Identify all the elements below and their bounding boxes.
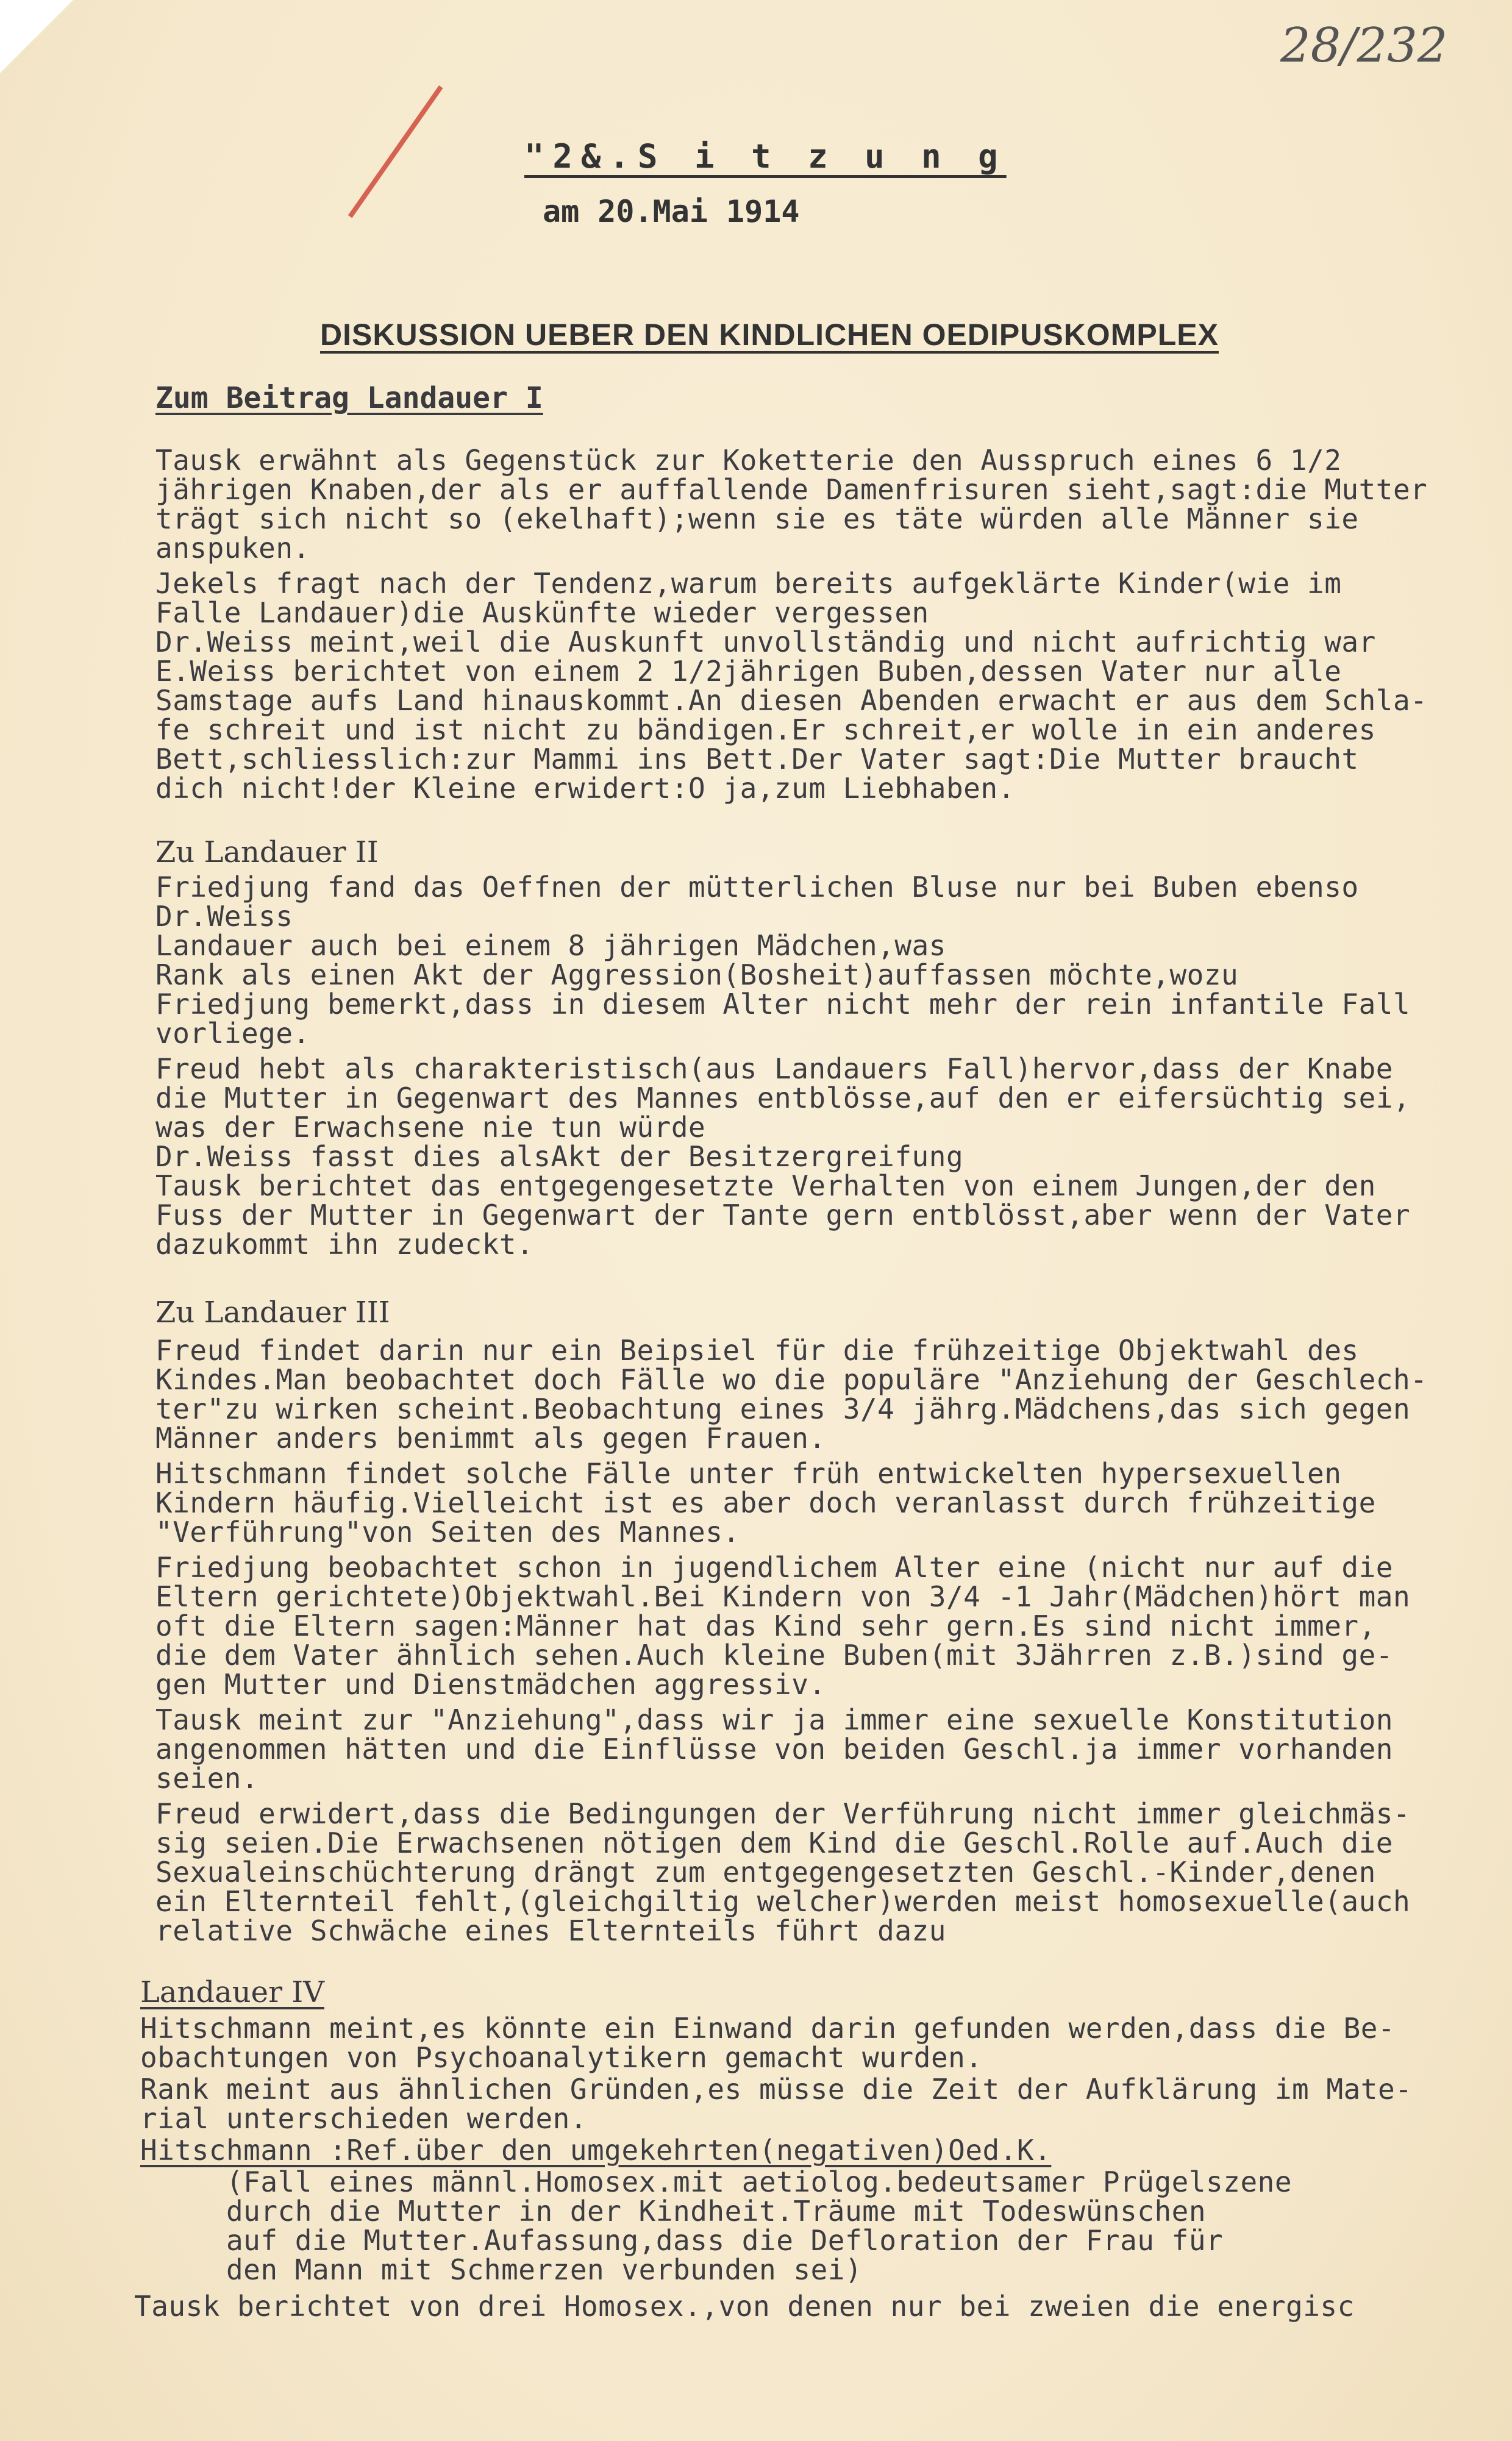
text-line: rial unterschieden werden.: [140, 2102, 588, 2135]
text-line: Tausk berichtet das entgegengesetzte Verhalten von einem Jungen,der den: [155, 1169, 1376, 1202]
text-line: jährigen Knaben,der als er auffallende Damenfrisuren sieht,sagt:die Mutter: [155, 473, 1428, 506]
text-line: sig seien.Die Erwachsenen nötigen dem Kind die Geschl.Rolle auf.Auch die: [155, 1826, 1393, 1859]
text-line: dazukommt ihn zudeckt.: [155, 1228, 534, 1261]
text-line: angenommen hätten und die Einflüsse von beiden Geschl.ja immer vorhanden: [155, 1733, 1393, 1766]
session-date: am 20.Mai 1914: [543, 194, 800, 229]
session-heading: "2&.S i t z u n g: [524, 137, 1007, 176]
text-line: Hitschmann :Ref.über den umgekehrten(negativen)Oed.K.: [140, 2134, 1052, 2167]
text-line: Friedjung bemerkt,dass in diesem Alter nicht mehr der rein infantile Fall: [155, 988, 1411, 1021]
text-line: Kindern häufig.Vielleicht ist es aber doch veranlasst durch frühzeitige: [155, 1486, 1376, 1519]
text-line: Hitschmann meint,es könnte ein Einwand darin gefunden werden,dass die Be-: [140, 2012, 1396, 2045]
text-line: fe schreit und ist nicht zu bändigen.Er schreit,er wolle in ein anderes: [155, 713, 1376, 746]
text-line: Hitschmann findet solche Fälle unter früh entwickelten hypersexuellen: [155, 1457, 1342, 1490]
text-line: Tausk meint zur "Anziehung",dass wir ja immer eine sexuelle Konstitution: [155, 1703, 1393, 1736]
text-line: Samstage aufs Land hinauskommt.An diesen Abenden erwacht er aus dem Schla-: [155, 684, 1428, 717]
text-line: gen Mutter und Dienstmädchen aggressiv.: [155, 1668, 826, 1701]
text-line: Tausk erwähnt als Gegenstück zur Koketterie den Ausspruch eines 6 1/2: [155, 444, 1342, 477]
text-line: (Fall eines männl.Homosex.mit aetiolog.bedeutsamer Prügelszene: [140, 2165, 1293, 2198]
text-line: oft die Eltern sagen:Männer hat das Kind sehr gern.Es sind nicht immer,: [155, 1609, 1376, 1642]
red-pencil-mark: [348, 85, 443, 218]
text-line: Sexualeinschüchterung drängt zum entgegengesetzten Geschl.-Kinder,denen: [155, 1856, 1376, 1889]
text-line: Kindes.Man beobachtet doch Fälle wo die populäre "Anziehung der Geschlech-: [155, 1363, 1428, 1396]
text-line: Falle Landauer)die Auskünfte wieder vergessen: [155, 596, 929, 629]
text-line: die dem Vater ähnlich sehen.Auch kleine Buben(mit 3Jährren z.B.)sind ge-: [155, 1639, 1393, 1672]
text-line: Bett,schliesslich:zur Mammi ins Bett.Der Vater sagt:Die Mutter braucht: [155, 743, 1359, 775]
text-line: Friedjung beobachtet schon in jugendlichem Alter eine (nicht nur auf die: [155, 1551, 1393, 1584]
text-line: anspuken.: [155, 532, 310, 565]
text-line: Friedjung fand das Oeffnen der mütterlichen Bluse nur bei Buben ebenso: [155, 871, 1359, 903]
text-line: Fuss der Mutter in Gegenwart der Tante gern entblösst,aber wenn der Vater: [155, 1199, 1411, 1231]
discussion-title: DISKUSSION UEBER DEN KINDLICHEN OEDIPUSKOMPLEX: [320, 318, 1219, 352]
text-line: E.Weiss berichtet von einem 2 1/2jährigen Buben,dessen Vater nur alle: [155, 655, 1342, 688]
text-line: was der Erwachsene nie tun würde: [155, 1111, 706, 1144]
text-line: Freud erwidert,dass die Bedingungen der Verführung nicht immer gleichmäs-: [155, 1797, 1411, 1830]
text-line: ter"zu wirken scheint.Beobachtung eines 3/4 jährg.Mädchens,das sich gegen: [155, 1392, 1411, 1425]
text-line: ein Elternteil fehlt,(gleichgiltig welcher)werden meist homosexuelle(auch: [155, 1885, 1411, 1918]
text-line: Freud hebt als charakteristisch(aus Landauers Fall)hervor,dass der Knabe: [155, 1052, 1393, 1085]
text-line: trägt sich nicht so (ekelhaft);wenn sie es täte würden alle Männer sie: [155, 502, 1359, 535]
text-line: die Mutter in Gegenwart des Mannes entblösse,auf den er eifersüchtig sei,: [155, 1082, 1411, 1114]
text-line: Rank als einen Akt der Aggression(Bosheit)auffassen möchte,wozu: [155, 958, 1239, 991]
folio-number: 28/232: [1280, 18, 1448, 73]
section-heading-4: Landauer IV: [140, 1975, 324, 2009]
text-line: Männer anders benimmt als gegen Frauen.: [155, 1422, 826, 1455]
text-line: auf die Mutter.Aufassung,dass die Defloration der Frau für: [140, 2224, 1224, 2257]
section-heading-1: Zum Beitrag Landauer I: [155, 381, 543, 415]
text-line: Jekels fragt nach der Tendenz,warum bereits aufgeklärte Kinder(wie im: [155, 567, 1342, 600]
text-line: den Mann mit Schmerzen verbunden sei): [140, 2253, 863, 2286]
text-line: Landauer auch bei einem 8 jährigen Mädchen,was: [155, 929, 946, 962]
text-line: Dr.Weiss fasst dies alsAkt der Besitzergreifung: [155, 1140, 964, 1173]
text-line: seien.: [155, 1762, 259, 1795]
section-heading-2: Zu Landauer II: [155, 835, 379, 869]
text-line: durch die Mutter in der Kindheit.Träume mit Todeswünschen: [140, 2195, 1207, 2228]
text-line: obachtungen von Psychoanalytikern gemacht wurden.: [140, 2041, 983, 2074]
text-line: "Verführung"von Seiten des Mannes.: [155, 1516, 740, 1548]
text-line: dich nicht!der Kleine erwidert:O ja,zum Liebhaben.: [155, 772, 1015, 805]
text-line: Eltern gerichtete)Objektwahl.Bei Kindern von 3/4 -1 Jahr(Mädchen)hört man: [155, 1580, 1411, 1613]
text-line: relative Schwäche eines Elternteils führt dazu: [155, 1914, 946, 1947]
text-line: Tausk berichtet von drei Homosex.,von denen nur bei zweien die energisc: [134, 2290, 1355, 2323]
text-line: Rank meint aus ähnlichen Gründen,es müsse die Zeit der Aufklärung im Mate-: [140, 2073, 1413, 2106]
text-line: Dr.Weiss meint,weil die Auskunft unvollständig und nicht aufrichtig war: [155, 625, 1376, 658]
section-heading-3: Zu Landauer III: [155, 1295, 390, 1330]
text-line: Freud findet darin nur ein Beipsiel für die frühzeitige Objektwahl des: [155, 1334, 1359, 1367]
folded-corner: [0, 0, 73, 73]
text-line: Dr.Weiss: [155, 900, 293, 933]
text-line: vorliege.: [155, 1017, 310, 1050]
